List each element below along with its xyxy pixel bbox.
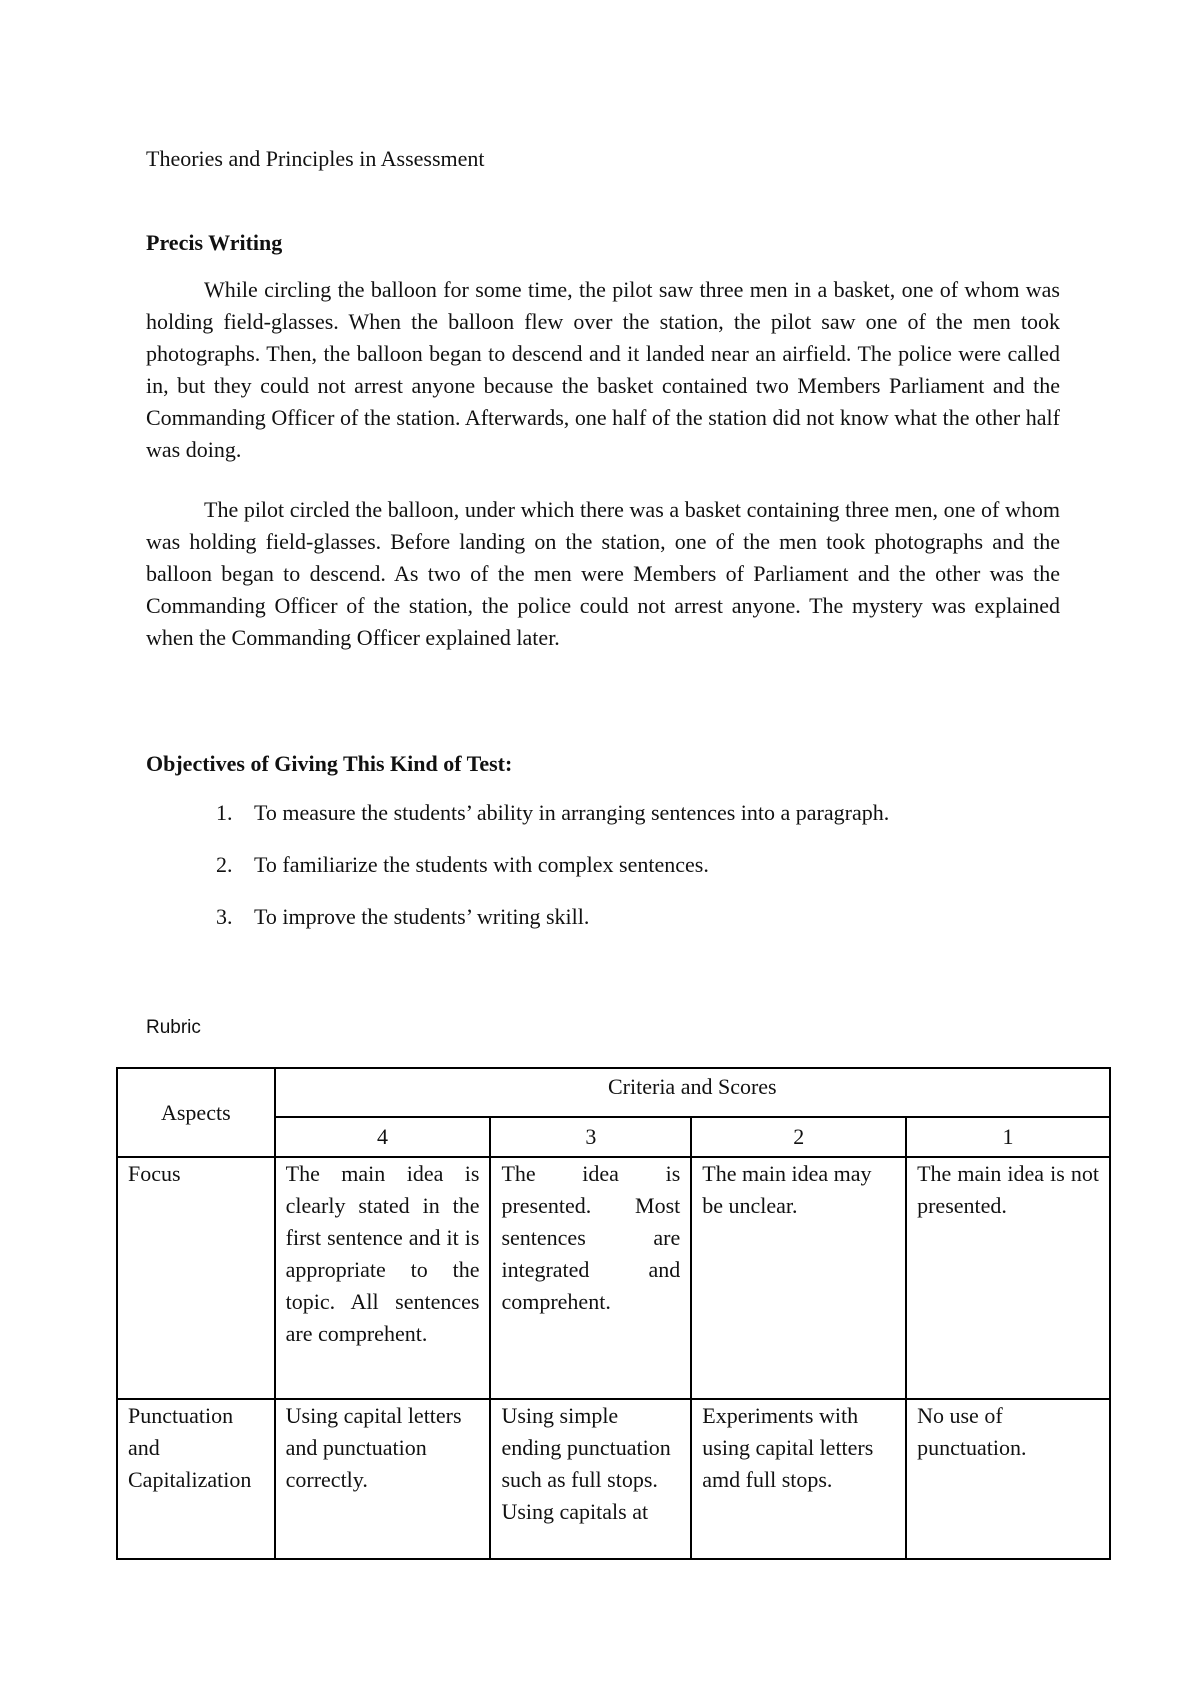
table-row [117, 1399, 1110, 1559]
rubric-header-row [117, 1068, 1110, 1117]
criteria-cell: The main idea is not presented. [906, 1157, 1110, 1399]
objectives-heading: Objectives of Giving This Kind of Test: [146, 751, 513, 776]
criteria-cell: Experiments with using capital letters amd full stops. [691, 1399, 906, 1559]
objective-text: To familiarize the students with complex sentences. [254, 852, 709, 877]
criteria-cell: The idea is presented. Most sentences are integrated and comprehent. [490, 1157, 691, 1399]
score-header-4: 4 [275, 1117, 491, 1157]
criteria-header: Criteria and Scores [275, 1068, 1110, 1117]
score-header-3: 3 [490, 1117, 691, 1157]
criteria-cell: The main idea may be unclear. [691, 1157, 906, 1399]
aspects-header: Aspects [117, 1068, 275, 1157]
objective-number: 3. [216, 904, 233, 929]
criteria-cell: Using capital letters and punctuation correctly. [275, 1399, 491, 1559]
criteria-cell: Using simple ending punctuation such as full stops. Using capitals at [490, 1399, 691, 1559]
paragraph-1: While circling the balloon for some time, the pilot saw three men in a basket, one of whom was holding field-glasses. When the balloon flew over the station, the pilot saw one of the men took photographs. Then, the balloon began to descend and it landed near an airfield. The police were called in, but they could not arrest anyone because the basket contained two Members Parliament and the Commanding Officer of the station. Afterwards, one half of the station did not know what the other half was doing. [146, 277, 1060, 462]
paragraph-2: The pilot circled the balloon, under which there was a basket containing three men, one of whom was holding field-glasses. Before landing on the station, one of the men took photographs and the balloon began to descend. As two of the men were Members of Parliament and the other was the Commanding Officer of the station, the police could not arrest anyone. The mystery was explained when the Commanding Officer explained later. [146, 497, 1060, 650]
objective-item [146, 904, 1060, 956]
criteria-cell: No use of punctuation. [906, 1399, 1110, 1559]
document-title: Theories and Principles in Assessment [146, 146, 485, 171]
objective-text: To improve the students’ writing skill. [254, 904, 590, 929]
rubric-label: Rubric [146, 1017, 201, 1038]
section-heading-precis-writing: Precis Writing [146, 230, 283, 255]
objective-item [146, 800, 1060, 852]
objective-text: To measure the students’ ability in arranging sentences into a paragraph. [254, 800, 890, 825]
objective-number: 1. [216, 800, 233, 825]
score-header-1: 1 [906, 1117, 1110, 1157]
criteria-cell: The main idea is clearly stated in the first sentence and it is appropriate to the topic. All sentences are comprehent. [275, 1157, 491, 1399]
rubric-table [116, 1067, 1111, 1560]
aspect-cell: Focus [117, 1157, 275, 1399]
objective-item [146, 852, 1060, 904]
table-row [117, 1157, 1110, 1399]
score-header-2: 2 [691, 1117, 906, 1157]
objective-number: 2. [216, 852, 233, 877]
aspect-cell: Punctuation and Capitalization [117, 1399, 275, 1559]
objectives-list [146, 800, 1060, 956]
